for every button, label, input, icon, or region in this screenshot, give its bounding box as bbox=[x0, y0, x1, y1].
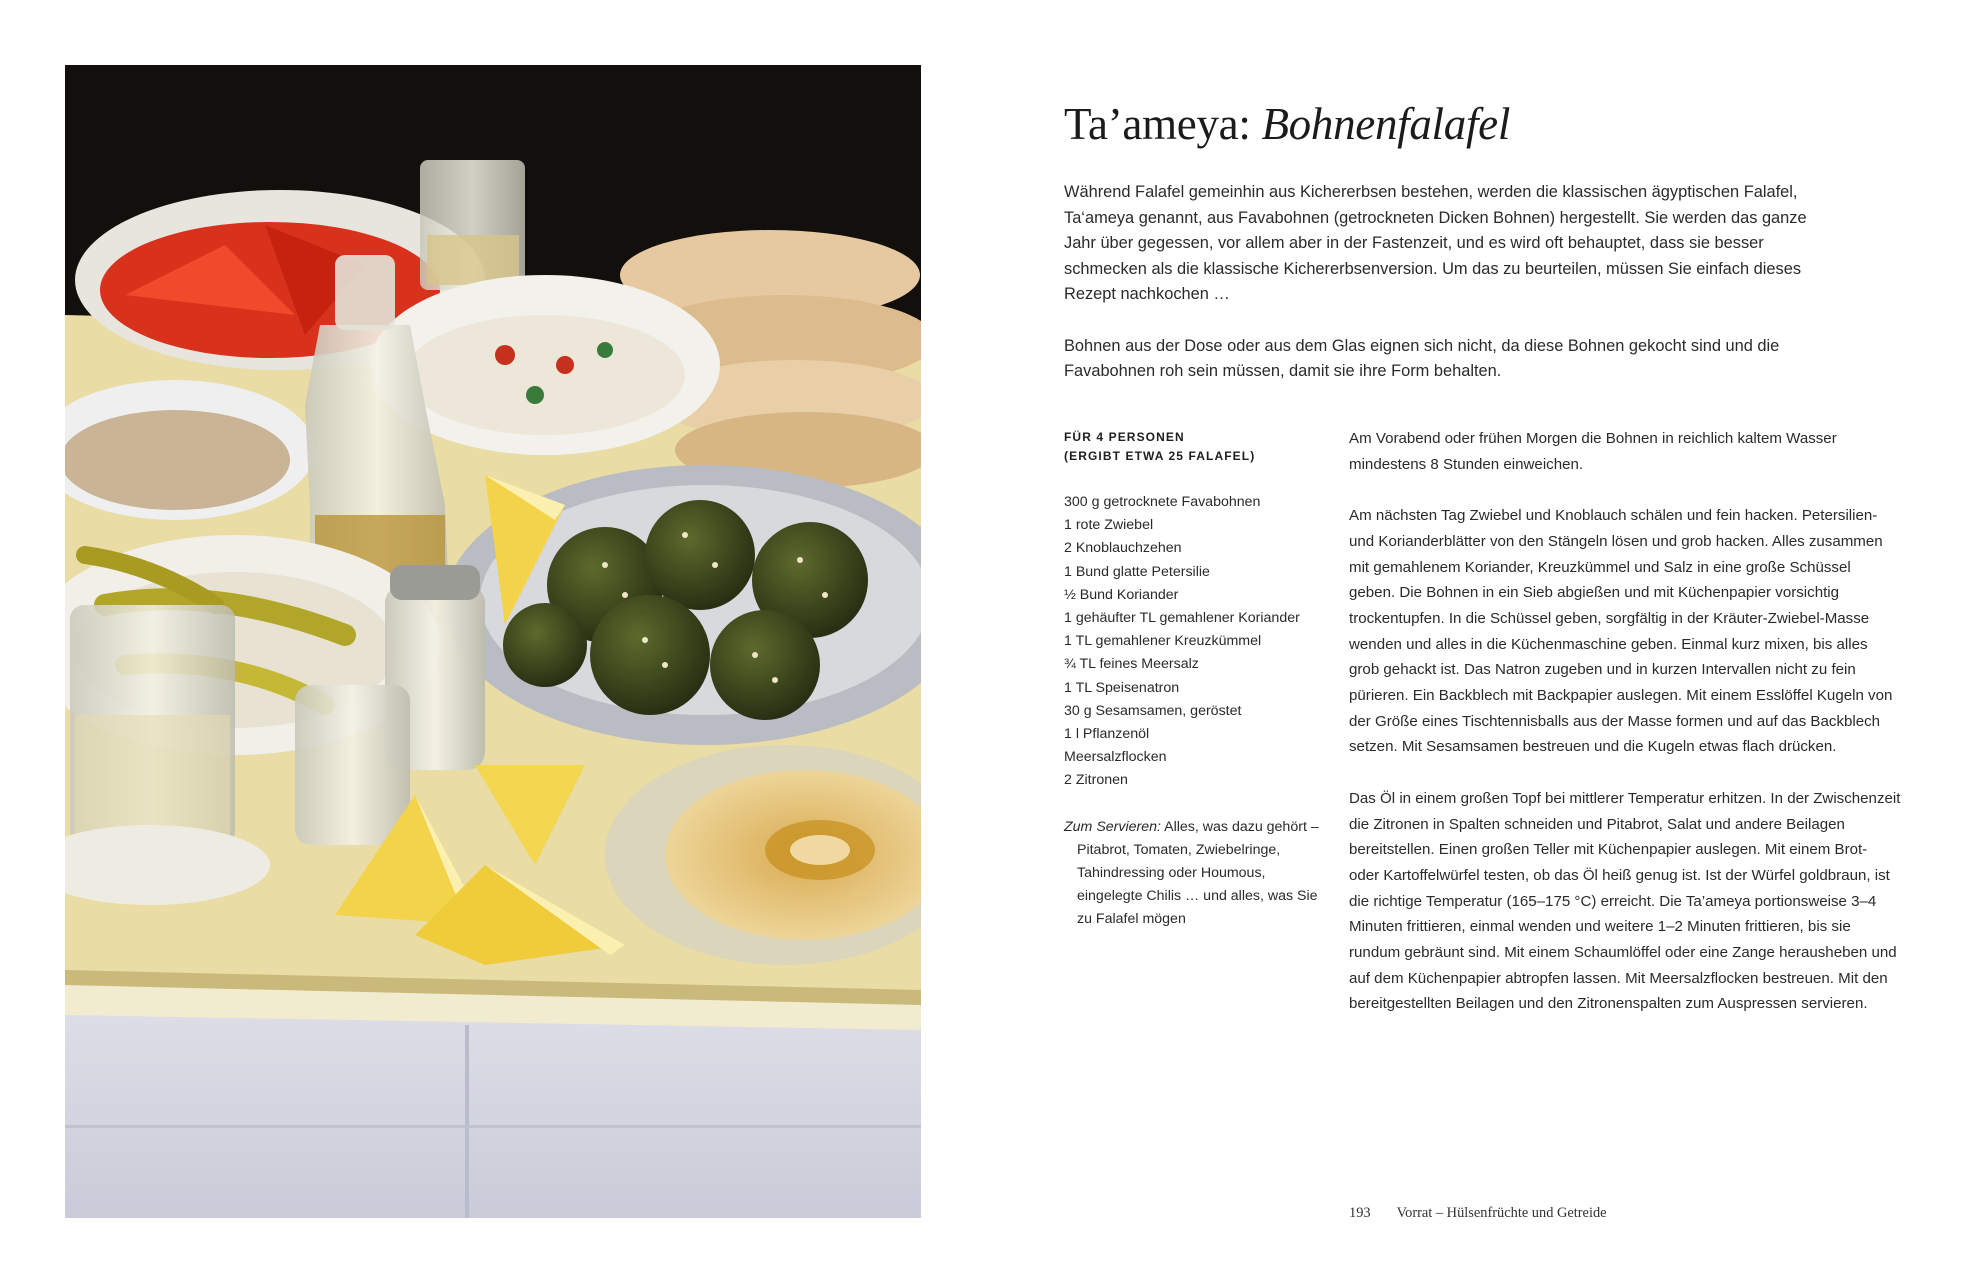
ingredient-item: 1 Bund glatte Petersilie bbox=[1064, 563, 1210, 580]
servings-heading bbox=[1064, 428, 1326, 465]
serving-suggestion bbox=[1064, 816, 1326, 932]
ingredient-item: 1 l Pflanzenöl bbox=[1064, 726, 1150, 743]
recipe-title bbox=[1064, 96, 1510, 152]
ingredient-item: 2 Zitronen bbox=[1064, 772, 1128, 789]
method-step: Das Öl in einem großen Topf bei mittlerer Temperatur erhitzen. In der Zwischenzeit die Zitronen in Spalten schneiden und Pitabrot, Salat und andere Beilagen bereitstellen. Einen großen Teller mit Küchenpapier auslegen. Mit einem Brot- oder Kartoffelwürfel testen, ob das Öl heiß genug ist. Ist der Würfel goldbraun, ist die richtige Temperatur (165–175 °C) erreicht. Die Ta’ameya portionsweise 3–4 Minuten frittieren, einmal wenden und weitere 1–2 Minuten frittieren, bis sie rundum gebräunt sind. Mit einem Schaumlöffel oder eine Zange herausheben und auf dem Küchenpapier abtropfen lassen. Mit Meersalzflocken bestreuen. Mit den bereitgestellten Beilagen und den Zitronenspalten zum Auspressen servieren. bbox=[1349, 789, 1901, 1013]
method-step: Am Vorabend oder frühen Morgen die Bohnen in reichlich kaltem Wasser mindestens 8 Stunden einweichen. bbox=[1349, 430, 1837, 473]
section-title: Vorrat – Hülsenfrüchte und Getreide bbox=[1396, 1205, 1607, 1221]
recipe-subtitle: Bohnenfalafel bbox=[1261, 99, 1511, 149]
falafel-platter-illustration bbox=[65, 65, 921, 1218]
ingredient-item: 1 gehäufter TL gemahlener Koriander bbox=[1064, 610, 1300, 627]
ingredients-column bbox=[1064, 428, 1326, 932]
ingredient-list bbox=[1064, 491, 1326, 793]
ingredient-item: 1 TL gemahlener Kreuzkümmel bbox=[1064, 633, 1262, 650]
page-footer bbox=[1349, 1205, 1607, 1222]
ingredient-item: 2 Knoblauchzehen bbox=[1064, 540, 1182, 557]
ingredient-item: Meersalzflocken bbox=[1064, 749, 1167, 766]
ingredient-item: ¾ TL feines Meersalz bbox=[1064, 656, 1199, 673]
serving-text: Alles, was dazu gehört – Pitabrot, Tomaten, Zwiebelringe, Tahindressing oder Houmous, eingelegte Chilis … und alles, was Sie zu Falafel mögen bbox=[1077, 818, 1319, 928]
ingredient-item: ½ Bund Koriander bbox=[1064, 586, 1179, 603]
ingredient-item: 1 TL Speisenatron bbox=[1064, 679, 1180, 696]
food-photo bbox=[65, 65, 921, 1218]
ingredient-item: 1 rote Zwiebel bbox=[1064, 517, 1154, 534]
recipe-title-main: Ta’ameya: bbox=[1064, 99, 1251, 149]
intro-paragraph: Bohnen aus der Dose oder aus dem Glas eignen sich nicht, da diese Bohnen gekocht sind und die Favabohnen roh sein müssen, damit sie ihre Form behalten. bbox=[1064, 336, 1780, 381]
servings-line: FÜR 4 PERSONEN bbox=[1064, 430, 1185, 444]
ingredient-item: 300 g getrocknete Favabohnen bbox=[1064, 494, 1261, 510]
intro-paragraph: Während Falafel gemeinhin aus Kichererbsen bestehen, werden die klassischen ägyptischen Falafel, Ta‘ameya genannt, aus Favabohnen (getrockneten Dicken Bohnen) hergestellt. Sie werden das ganze Jahr über gegessen, vor allem aber in der Fastenzeit, und es wird oft behauptet, dass sie besser schmecken als die klassische Kichererbsenversion. Um das zu beurteilen, müssen Sie einfach dieses Rezept nachkochen … bbox=[1064, 183, 1807, 304]
serving-label: Zum Servieren: bbox=[1064, 818, 1161, 835]
method-column bbox=[1349, 426, 1901, 1043]
page-number: 193 bbox=[1349, 1205, 1371, 1221]
ingredient-item: 30 g Sesamsamen, geröstet bbox=[1064, 702, 1242, 719]
recipe-intro bbox=[1064, 180, 1824, 410]
method-step: Am nächsten Tag Zwiebel und Knoblauch schälen und fein hacken. Petersilien- und Korianderblätter von den Stängeln lösen und grob hacken. Alles zusammen mit gemahlenem Koriander, Kreuzkümmel und Salz in eine große Schüssel geben. Die Bohnen in ein Sieb abgießen und mit Küchenpapier vorsichtig trockentupfen. In die Schüssel geben, sorgfältig in der Kräuter-Zwiebel-Masse wenden und alles in die Küchenmaschine geben. Einmal kurz mixen, bis alles grob gehackt ist. Das Natron zugeben und in kurzen Intervallen nicht zu fein pürieren. Ein Backblech mit Backpapier auslegen. Mit einem Esslöffel Kugeln von der Größe eines Tischtennisballs aus der Masse formen und auf das Backblech setzen. Mit Sesamsamen bestreuen und die Kugeln etwas flach drücken. bbox=[1349, 507, 1893, 756]
yield-line: (ERGIBT ETWA 25 FALAFEL) bbox=[1064, 448, 1256, 463]
